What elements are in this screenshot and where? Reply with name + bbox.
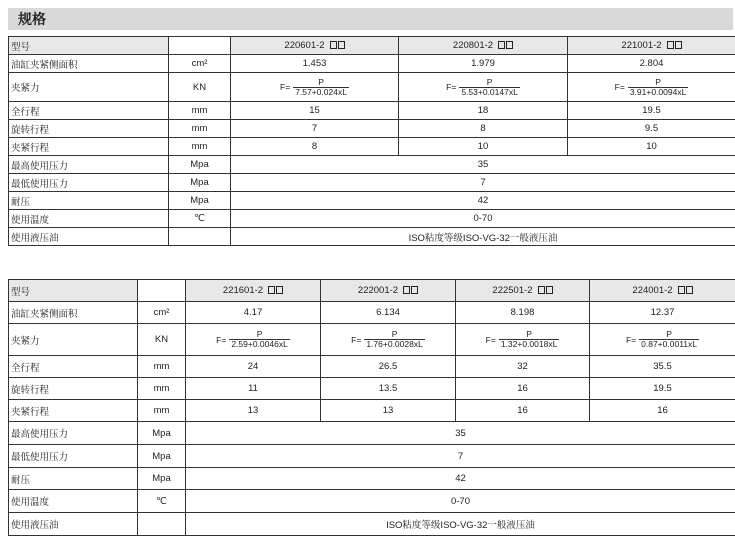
formula-cell	[590, 324, 735, 356]
merged-value-cell: ISO粘度等级ISO-VG-32一般液压油	[231, 228, 735, 246]
box-icons	[402, 285, 418, 296]
formula-cell	[399, 73, 568, 102]
formula-numerator: P	[391, 329, 398, 339]
formula-numerator: P	[318, 76, 324, 87]
row-unit: KN	[138, 324, 186, 356]
table-row	[9, 210, 735, 228]
table-row	[9, 378, 735, 400]
row-unit: mm	[169, 120, 231, 138]
row-unit: Mpa	[138, 468, 186, 490]
box-icon	[338, 41, 345, 49]
model-number: 221001-2	[621, 40, 662, 51]
value-cell: 9.5	[568, 120, 735, 138]
merged-value-cell: 35	[186, 422, 735, 445]
value-cell: 16	[456, 400, 590, 422]
row-unit: mm	[138, 378, 186, 400]
formula-denominator: 1.32+0.0018xL	[500, 339, 558, 349]
box-icon	[276, 286, 283, 294]
box-icon	[403, 286, 410, 294]
row-unit	[169, 228, 231, 246]
merged-value-cell: 35	[231, 156, 735, 174]
row-unit: Mpa	[169, 174, 231, 192]
table-row	[9, 192, 735, 210]
box-icon	[330, 41, 337, 49]
model-header-cell	[231, 37, 399, 55]
box-icon	[546, 286, 553, 294]
row-label: 使用液压油	[9, 513, 138, 536]
formula-cell	[456, 324, 590, 356]
value-cell: 1.453	[231, 55, 399, 73]
box-icon	[675, 41, 682, 49]
formula-prefix: F=	[280, 82, 291, 92]
table-row	[9, 228, 735, 246]
row-label: 全行程	[9, 102, 169, 120]
merged-value-cell: ISO粘度等级ISO-VG-32一般液压油	[186, 513, 735, 536]
value-cell: 19.5	[568, 102, 735, 120]
value-cell: 18	[399, 102, 568, 120]
box-icon	[498, 41, 505, 49]
model-header-cell	[321, 280, 456, 302]
value-cell: 10	[399, 138, 568, 156]
formula-fraction	[499, 330, 559, 349]
value-cell: 6.134	[321, 302, 456, 324]
table-row	[9, 513, 735, 536]
formula-denominator: 1.76+0.0028xL	[366, 339, 423, 349]
value-cell: 13.5	[321, 378, 456, 400]
model-number: 224001-2	[632, 285, 673, 296]
clamp-force-formula	[280, 78, 349, 97]
formula-fraction	[293, 78, 349, 97]
row-unit: Mpa	[169, 192, 231, 210]
formula-prefix: F=	[614, 82, 625, 92]
table-row	[9, 490, 735, 513]
row-unit: cm²	[138, 302, 186, 324]
formula-fraction	[459, 78, 519, 97]
row-unit: KN	[169, 73, 231, 102]
formula-denominator: 0.87+0.0011xL	[641, 339, 697, 349]
formula-fraction	[628, 78, 688, 97]
table-row	[9, 55, 735, 73]
box-icons	[329, 40, 345, 51]
formula-cell	[321, 324, 456, 356]
value-cell: 11	[186, 378, 321, 400]
merged-value-cell: 42	[231, 192, 735, 210]
table-row	[9, 37, 735, 55]
spec-table-2	[8, 279, 735, 536]
box-icon	[678, 286, 685, 294]
row-label: 全行程	[9, 356, 138, 378]
box-icon	[686, 286, 693, 294]
table-row	[9, 445, 735, 468]
value-cell: 15	[231, 102, 399, 120]
value-cell: 1.979	[399, 55, 568, 73]
clamp-force-formula	[216, 330, 290, 349]
value-cell: 24	[186, 356, 321, 378]
formula-denominator: 2.59+0.0046xL	[231, 339, 288, 349]
value-cell: 13	[321, 400, 456, 422]
clamp-force-formula	[615, 78, 689, 97]
formula-numerator: P	[526, 329, 532, 339]
value-cell: 16	[456, 378, 590, 400]
value-cell: 35.5	[590, 356, 735, 378]
row-label: 型号	[9, 37, 169, 55]
row-unit: ℃	[138, 490, 186, 513]
merged-value-cell: 7	[231, 174, 735, 192]
row-label: 夹紧行程	[9, 400, 138, 422]
formula-denominator: 3.91+0.0094xL	[629, 86, 687, 97]
model-header-cell	[456, 280, 590, 302]
row-unit: mm	[138, 400, 186, 422]
table-row	[9, 468, 735, 490]
row-label: 耐压	[9, 192, 169, 210]
model-number: 222501-2	[492, 285, 533, 296]
formula-fraction	[229, 330, 289, 349]
value-cell: 4.17	[186, 302, 321, 324]
row-label: 使用温度	[9, 210, 169, 228]
value-cell: 12.37	[590, 302, 735, 324]
clamp-force-formula	[626, 330, 699, 349]
model-number: 220601-2	[284, 40, 325, 51]
table-row	[9, 302, 735, 324]
row-unit: mm	[138, 356, 186, 378]
row-label: 最高使用压力	[9, 422, 138, 445]
row-unit: ℃	[169, 210, 231, 228]
formula-prefix: F=	[485, 334, 496, 345]
box-icon	[667, 41, 674, 49]
section-title: 规格	[8, 8, 733, 30]
model-header-cell	[186, 280, 321, 302]
box-icons	[537, 285, 553, 296]
formula-prefix: F=	[446, 82, 457, 92]
model-number: 220801-2	[452, 40, 494, 51]
table-row	[9, 73, 735, 102]
value-cell: 32	[456, 356, 590, 378]
row-label: 最低使用压力	[9, 174, 169, 192]
table-row	[9, 400, 735, 422]
row-label: 旋转行程	[9, 120, 169, 138]
table-row	[9, 156, 735, 174]
formula-numerator: P	[256, 329, 263, 339]
row-label: 旋转行程	[9, 378, 138, 400]
row-label: 型号	[9, 280, 138, 302]
table-row	[9, 102, 735, 120]
value-cell: 19.5	[590, 378, 735, 400]
value-cell: 8.198	[456, 302, 590, 324]
table-row	[9, 356, 735, 378]
value-cell: 26.5	[321, 356, 456, 378]
clamp-force-formula	[486, 330, 560, 349]
clamp-force-formula	[351, 330, 425, 349]
row-unit	[138, 513, 186, 536]
row-unit: cm²	[169, 55, 231, 73]
box-icon	[268, 286, 275, 294]
formula-numerator: P	[655, 76, 661, 87]
merged-value-cell: 7	[186, 445, 735, 468]
row-label: 使用温度	[9, 490, 138, 513]
formula-denominator: 7.57+0.024xL	[295, 86, 347, 97]
row-label: 耐压	[9, 468, 138, 490]
model-header-cell	[590, 280, 735, 302]
model-header-cell	[399, 37, 568, 55]
formula-cell	[186, 324, 321, 356]
row-label: 夹紧行程	[9, 138, 169, 156]
value-cell: 10	[568, 138, 735, 156]
table-row	[9, 422, 735, 445]
formula-cell	[568, 73, 735, 102]
table-row	[9, 174, 735, 192]
row-unit: Mpa	[138, 445, 186, 468]
row-label: 夹紧力	[9, 324, 138, 356]
merged-value-cell: 0-70	[231, 210, 735, 228]
spec-table-1	[8, 36, 735, 246]
value-cell: 8	[231, 138, 399, 156]
value-cell: 8	[399, 120, 568, 138]
row-label: 夹紧力	[9, 73, 169, 102]
box-icons	[497, 40, 513, 51]
row-label: 最高使用压力	[9, 156, 169, 174]
model-number: 221601-2	[222, 285, 264, 296]
unit-cell	[169, 37, 231, 55]
unit-cell	[138, 280, 186, 302]
table-row	[9, 120, 735, 138]
row-unit: Mpa	[138, 422, 186, 445]
formula-denominator: 5.53+0.0147xL	[461, 86, 518, 97]
formula-numerator: P	[666, 329, 672, 339]
box-icons	[666, 40, 682, 51]
row-unit: mm	[169, 102, 231, 120]
table-row	[9, 280, 735, 302]
box-icon	[538, 286, 545, 294]
value-cell: 16	[590, 400, 735, 422]
row-label: 油缸夹紧侧面积	[9, 302, 138, 324]
row-label: 使用液压油	[9, 228, 169, 246]
row-unit: mm	[169, 138, 231, 156]
box-icons	[267, 285, 283, 296]
value-cell: 2.804	[568, 55, 735, 73]
formula-numerator: P	[486, 76, 493, 87]
formula-cell	[231, 73, 399, 102]
merged-value-cell: 0-70	[186, 490, 735, 513]
formula-prefix: F=	[625, 334, 637, 345]
table-row	[9, 324, 735, 356]
value-cell: 13	[186, 400, 321, 422]
box-icon	[506, 41, 513, 49]
row-label: 油缸夹紧侧面积	[9, 55, 169, 73]
table-row	[9, 138, 735, 156]
row-unit: Mpa	[169, 156, 231, 174]
value-cell: 7	[231, 120, 399, 138]
model-header-cell	[568, 37, 735, 55]
formula-prefix: F=	[216, 334, 227, 345]
merged-value-cell: 42	[186, 468, 735, 490]
formula-prefix: F=	[351, 334, 362, 345]
clamp-force-formula	[446, 78, 520, 97]
model-number: 222001-2	[357, 285, 399, 296]
row-label: 最低使用压力	[9, 445, 138, 468]
box-icons	[677, 285, 693, 296]
formula-fraction	[364, 330, 424, 349]
formula-fraction	[639, 330, 699, 349]
box-icon	[411, 286, 418, 294]
